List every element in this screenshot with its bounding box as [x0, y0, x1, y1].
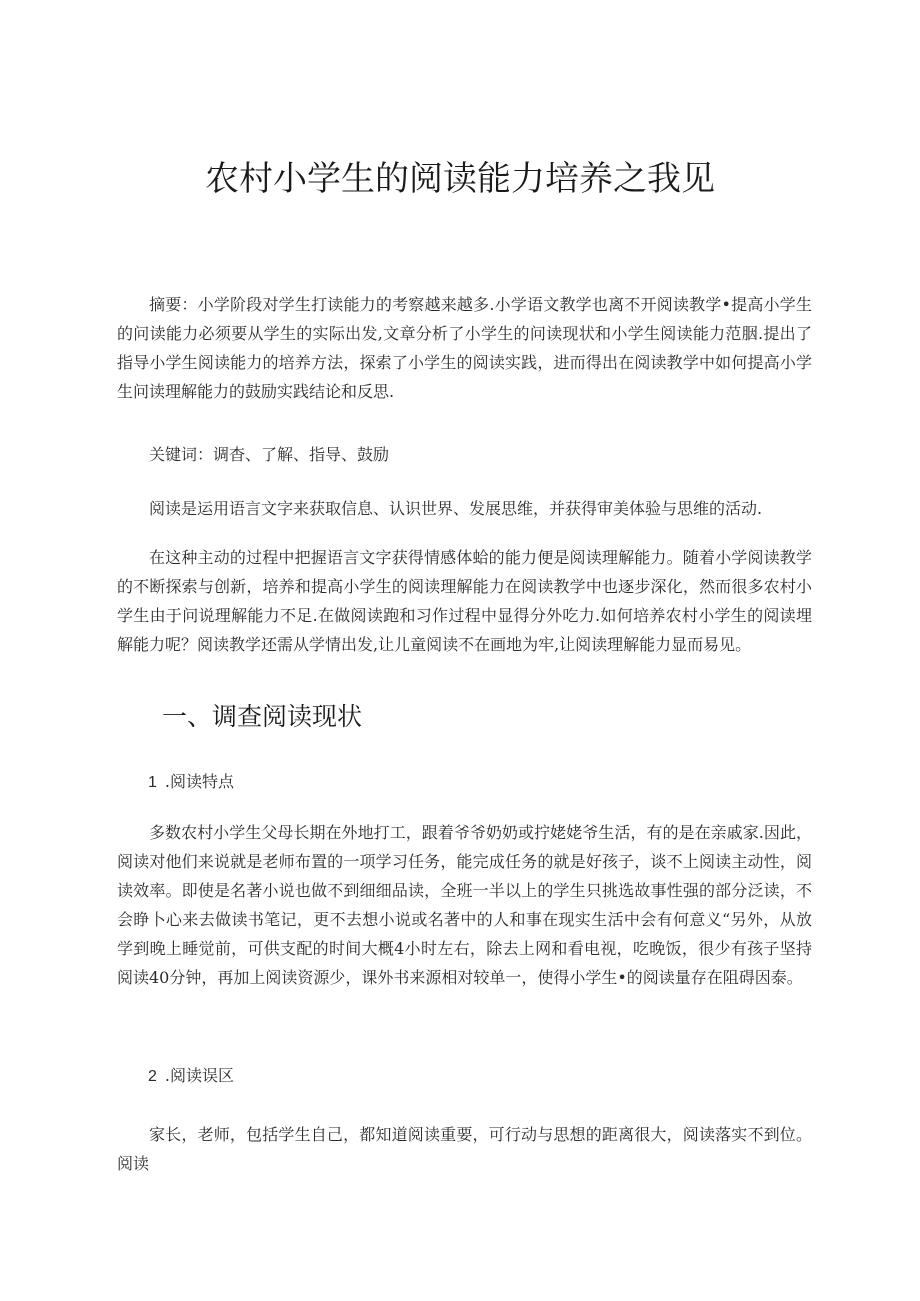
subsection-number: 2	[148, 1068, 157, 1085]
intro-paragraph-1: 阅读是运用语言文字来获取信息、认识世界、发展思维，并获得审美体验与思维的活动.	[149, 499, 763, 518]
subsection-2-paragraph: 家长，老师，包括学生自己，都知道阅读重要，可行动与思想的距离很大，阅读落实不到位。阅读	[117, 1125, 812, 1173]
subsection-1-paragraph: 多数农村小学生父母长期在外地打工，跟着爷爷奶奶或拧姥姥爷生活，有的是在亲戚家.因此，阅读对他们来说就是老师布置的一项学习任务，能完成任务的就是好孩子，谈不上阅读主动性，阅读效率。即使是名著小说也做不到细细品读，全班一半以上的学生只挑选故事性强的部分泛读，不会睁卜心来去做读书笔记，更不去想小说或名著中的人和事在现实生活中会有何意义“另外，从放学到晚上睡觉前，可供支配的时间大概4小时左右，除去上网和看电视，吃晚饭，很少有孩子坚持阅读40分钟，再加上阅读资源少，课外书来源相对较单一，使得小学生•的阅读量存在阻碍因泰。	[117, 823, 812, 987]
subsection-heading-2	[148, 1064, 234, 1089]
section-heading-1: 一、调查阅读现状	[162, 702, 363, 731]
keywords-paragraph: 关键词：调杳、了解、指导、鼓励	[149, 445, 390, 464]
subsection-number: 1	[148, 774, 157, 791]
subsection-label: .阅读特点	[164, 772, 234, 791]
document-title: 农村小学生的阅读能力培养之我见	[205, 159, 715, 199]
intro-paragraph-2: 在这种主动的过程中把握语言文字获得情感体蛤的能力便是阅读理解能力。随着小学阅读教学的不断探索与创新，培养和提高小学生的阅读理解能力在阅读教学中也逐步深化，然而很多农村小学生由于问说理解能力不足.在做阅读跑和习作过程中显得分外吃力.如何培养农村小学生的阅读埋解能力呢？阅读教学还需从学情出发,让儿童阅读不在画地为牢,让阅读理解能力显而易见。	[117, 548, 812, 654]
subsection-heading-1	[148, 770, 234, 795]
abstract-paragraph: 摘要：小学阶段对学生打读能力的考察越来越多.小学语文教学也离不开阅读教学•提高小学生的问读能力必须要从学生的实际出发,文章分析了小学生的问读现状和小学生阅读能力范胭.提出了指导小学生阅读能力的培养方法，探索了小学生的阅读实践，进而得出在阅读教学中如何提高小学生问读理解能力的鼓励实践结论和反思.	[117, 295, 812, 401]
subsection-label: .阅读误区	[164, 1066, 234, 1085]
